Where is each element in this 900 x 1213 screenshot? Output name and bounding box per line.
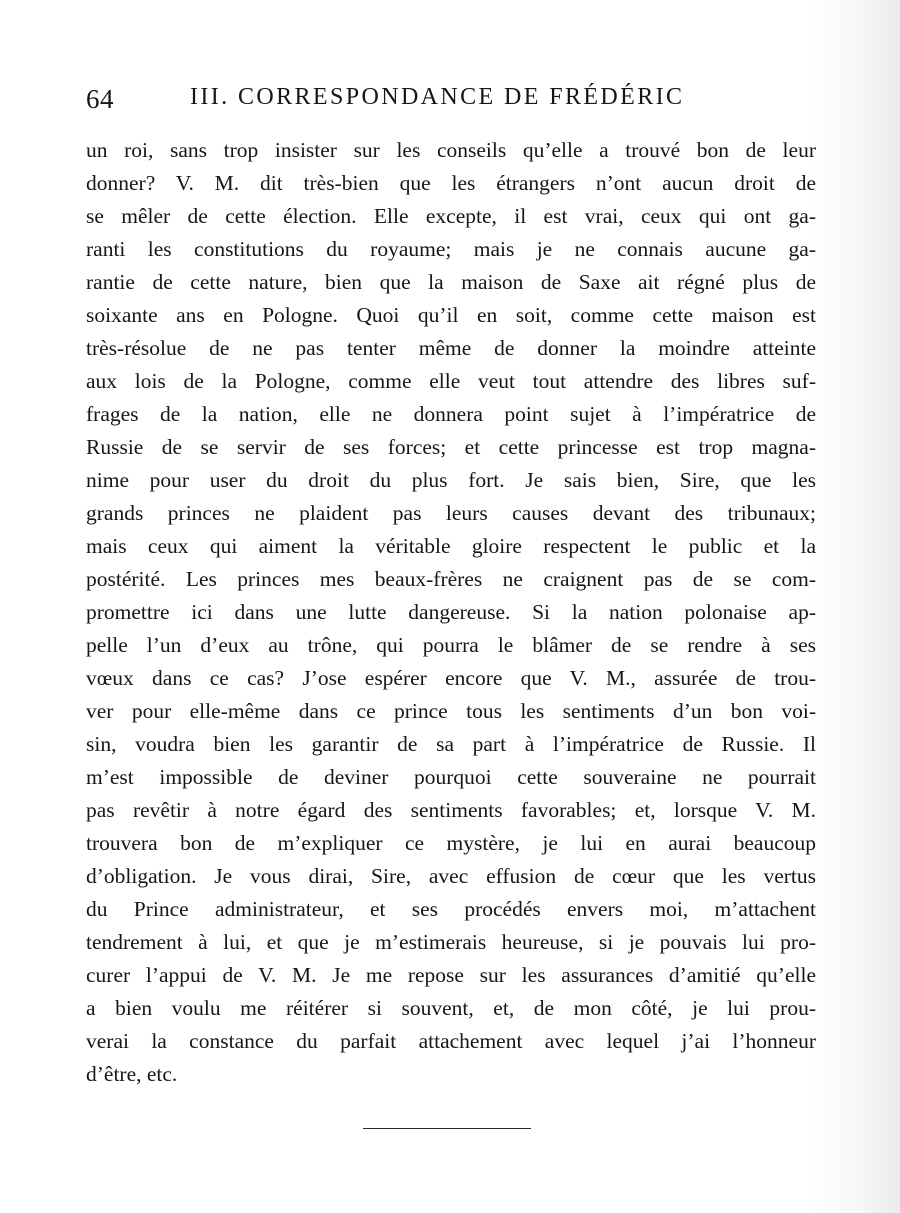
- text-line: d’obligation. Je vous dirai, Sire, avec effusion de cœur que les vertus: [86, 864, 816, 888]
- text-line: pas revêtir à notre égard des sentiments favorables; et, lorsque V. M.: [86, 798, 816, 822]
- text-line: Russie de se servir de ses forces; et cette princesse est trop magna-: [86, 435, 816, 459]
- text-line: grands princes ne plaident pas leurs causes devant des tribunaux;: [86, 501, 816, 525]
- text-line: a bien voulu me réitérer si souvent, et, de mon côté, je lui prou-: [86, 996, 816, 1020]
- text-line: se mêler de cette élection. Elle excepte, il est vrai, ceux qui ont ga-: [86, 204, 816, 228]
- text-line: un roi, sans trop insister sur les conseils qu’elle a trouvé bon de leur: [86, 138, 816, 162]
- text-line: tendrement à lui, et que je m’estimerais heureuse, si je pouvais lui pro-: [86, 930, 816, 954]
- text-line: nime pour user du droit du plus fort. Je sais bien, Sire, que les: [86, 468, 816, 492]
- text-line: très-résolue de ne pas tenter même de donner la moindre atteinte: [86, 336, 816, 360]
- text-line: frages de la nation, elle ne donnera point sujet à l’impératrice de: [86, 402, 816, 426]
- text-line: vœux dans ce cas? J’ose espérer encore que V. M., assurée de trou-: [86, 666, 816, 690]
- running-title: III. CORRESPONDANCE DE FRÉDÉRIC: [190, 84, 685, 110]
- text-line: ver pour elle-même dans ce prince tous les sentiments d’un bon voi-: [86, 699, 816, 723]
- text-line: donner? V. M. dit très-bien que les étrangers n’ont aucun droit de: [86, 171, 816, 195]
- text-line: curer l’appui de V. M. Je me repose sur les assurances d’amitié qu’elle: [86, 963, 816, 987]
- text-line-last: d’être, etc.: [86, 1062, 178, 1086]
- page-number: 64: [86, 84, 114, 114]
- text-line: pelle l’un d’eux au trône, qui pourra le blâmer de se rendre à ses: [86, 633, 816, 657]
- text-line: postérité. Les princes mes beaux-frères ne craignent pas de se com-: [86, 567, 816, 591]
- text-line: soixante ans en Pologne. Quoi qu’il en soit, comme cette maison est: [86, 303, 816, 327]
- end-rule: [363, 1128, 531, 1129]
- text-line: aux lois de la Pologne, comme elle veut tout attendre des libres suf-: [86, 369, 816, 393]
- text-line: mais ceux qui aiment la véritable gloire respectent le public et la: [86, 534, 816, 558]
- text-line: rantie de cette nature, bien que la maison de Saxe ait régné plus de: [86, 270, 816, 294]
- page-header: [86, 84, 826, 124]
- text-line: m’est impossible de deviner pourquoi cette souveraine ne pourrait: [86, 765, 816, 789]
- text-line: verai la constance du parfait attachement avec lequel j’ai l’honneur: [86, 1029, 816, 1053]
- text-line: sin, voudra bien les garantir de sa part à l’impératrice de Russie. Il: [86, 732, 816, 756]
- letter-text: [86, 134, 816, 1091]
- text-line: trouvera bon de m’expliquer ce mystère, je lui en aurai beaucoup: [86, 831, 816, 855]
- text-line: ranti les constitutions du royaume; mais je ne connais aucune ga-: [86, 237, 816, 261]
- text-line: du Prince administrateur, et ses procédés envers moi, m’attachent: [86, 897, 816, 921]
- text-line: promettre ici dans une lutte dangereuse. Si la nation polonaise ap-: [86, 600, 816, 624]
